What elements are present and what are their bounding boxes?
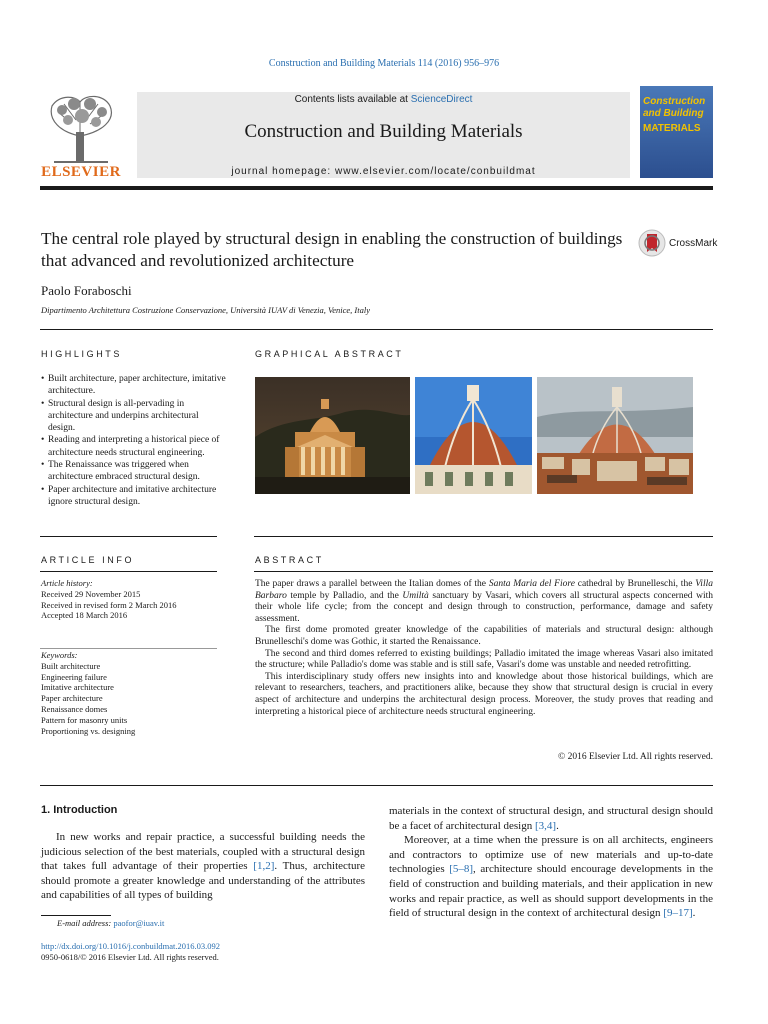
article-history — [41, 578, 177, 621]
email-label: E-mail address: — [57, 918, 114, 928]
keyword-item: Engineering failure — [41, 671, 107, 682]
abstract-paragraph: The second and third domes referred to existing buildings; Palladio imitated the image whereas Vasari also imitated the structure; while Palladio's dome was stable and is still safe, Vasari's dome was unstable and needed retrofitting. — [255, 648, 713, 671]
journal-title: Construction and Building Materials — [244, 121, 523, 142]
body-text: . — [556, 819, 559, 832]
divider — [40, 329, 713, 330]
abstract-text: sanctuary by Vasari, which covers all structural aspects concerned with their whole life cycle; from the concept and design through to construction, performance, damage and safety assessment. — [255, 590, 714, 624]
villa-barbaro-photo[interactable] — [255, 377, 410, 494]
sciencedirect-link[interactable]: ScienceDirect — [410, 94, 473, 105]
author-affiliation: Dipartimento Architettura Costruzione Conservazione, Università IUAV di Venezia, Venice, Italy — [41, 305, 370, 315]
keywords-label: Keywords: — [41, 650, 78, 660]
umilta-sanctuary-photo[interactable] — [537, 377, 693, 494]
author-email — [57, 918, 164, 928]
citation-link[interactable]: [9–17] — [663, 907, 693, 920]
issn-line: 0950-0618/© 2016 Elsevier Ltd. All rights reserved. — [41, 952, 219, 962]
divider — [40, 648, 217, 649]
history-received: Received 29 November 2015 — [41, 588, 141, 599]
abstract-paragraph: This interdisciplinary study offers new insights into and knowledge about those historical buildings, which are relevant to researchers, teachers, and practitioners alike, because they show that structural design is crucial in every aspect of architecture and underpins the architectural design process. Moreover, the study proves that reading and interpreting a historical piece of architecture needs structural engineering. — [255, 671, 713, 717]
journal-citation[interactable]: Construction and Building Materials 114 (2016) 956–976 — [268, 58, 500, 69]
divider — [254, 536, 713, 537]
abstract-text: The paper draws a parallel between the Italian domes of the — [255, 579, 489, 589]
highlights-list — [41, 373, 226, 508]
contents-line — [137, 94, 630, 105]
abstract-paragraph: The first dome promoted greater knowledge of the capabilities of materials and structural design: although Brunelleschi's dome was Gothic, it started the Renaissance. — [255, 625, 713, 647]
body-text: . Thus, architecture should promote a greater knowledge and understanding of the attributes and capabilities of all types of building — [41, 860, 365, 902]
abstract-text: temple by Palladio, and the — [286, 590, 403, 601]
history-revised: Received in revised form 2 March 2016 — [41, 599, 177, 610]
body-text: , architecture should encourage developments in the field of construction and building materials, and their application in new works and repair practice, as well as should support developments in the field of structural design in the context of architectural design — [389, 863, 713, 920]
section-heading-introduction: 1. Introduction — [41, 804, 118, 816]
keywords — [41, 650, 135, 736]
body-paragraph — [41, 830, 365, 903]
abstract-paragraph — [255, 579, 713, 625]
cover-subtitle: MATERIALS — [643, 123, 701, 134]
body-text: Moreover, at a time when the pressure is on all architects, engineers and contractors to optimize use of new materials and up-to-date technologies — [389, 834, 713, 876]
divider — [254, 571, 713, 572]
body-text: In new works and repair practice, a successful building needs the judicious selection of the best materials, coupled with a structural design that takes full advantage of their properties — [41, 831, 365, 873]
footnote-rule — [41, 915, 111, 916]
citation-link[interactable]: [3,4] — [534, 819, 557, 832]
keyword-item: Proportioning vs. designing — [41, 725, 136, 736]
keyword-item: Renaissance domes — [41, 703, 108, 714]
abstract-body — [255, 579, 713, 718]
abstract-text: Umiltà — [402, 590, 429, 601]
abstract-text: Villa Barbaro — [255, 579, 713, 601]
keyword-item: Pattern for masonry units — [41, 714, 128, 725]
doi-link[interactable]: http://dx.doi.org/10.1016/j.conbuildmat.2016.03.092 — [41, 941, 221, 951]
author-name: Paolo Foraboschi — [41, 283, 132, 298]
history-accepted: Accepted 18 March 2016 — [41, 610, 128, 621]
abstract-text: Santa Maria del Fiore — [488, 579, 575, 589]
body-column-right — [389, 804, 713, 921]
keyword-item: Built architecture — [41, 660, 101, 671]
highlight-item: • Built architecture, paper architecture, imitative architecture. — [41, 373, 226, 398]
contents-prefix: Contents lists available at — [294, 94, 411, 105]
abstract-copyright: © 2016 Elsevier Ltd. All rights reserved. — [558, 752, 713, 762]
keyword-item: Imitative architecture — [41, 682, 114, 693]
abstract-heading: ABSTRACT — [255, 555, 324, 565]
body-text: materials in the context of structural design, and structural design should be a facet of architectural design — [389, 805, 713, 832]
citation-link[interactable]: [1,2] — [253, 860, 275, 873]
elsevier-wordmark[interactable]: ELSEVIER — [41, 164, 121, 180]
highlight-item: • Reading and interpreting a historical piece of architecture needs structural engineering. — [41, 434, 226, 459]
highlight-item: • Structural design is all-pervading in architecture and underpins architectural design. — [41, 398, 226, 435]
divider — [40, 571, 217, 572]
body-paragraph — [389, 833, 713, 921]
cover-title: Construction and Building — [643, 96, 706, 119]
citation-link[interactable]: [5–8] — [449, 863, 474, 876]
crossmark-label[interactable]: CrossMark — [669, 238, 718, 249]
abstract-text: cathedral by Brunelleschi, the — [574, 579, 696, 589]
body-paragraph — [389, 804, 713, 833]
highlight-item: • The Renaissance was triggered when architecture embraced structural design. — [41, 459, 226, 484]
keyword-item: Paper architecture — [41, 693, 103, 704]
email-link[interactable]: paofor@iuav.it — [113, 918, 165, 928]
header-rule — [40, 186, 713, 190]
crossmark-icon[interactable] — [638, 229, 666, 257]
divider — [40, 536, 217, 537]
divider — [40, 785, 713, 786]
article-title: The central role played by structural design in enabling the construction of buildings that advanced and revolutionized architecture — [41, 229, 623, 270]
body-text: . — [692, 907, 696, 920]
journal-homepage[interactable]: journal homepage: www.elsevier.com/locate/conbuildmat — [231, 166, 536, 177]
graphical-abstract-heading: GRAPHICAL ABSTRACT — [255, 349, 404, 359]
history-label: Article history: — [41, 578, 93, 588]
body-column-left — [41, 830, 365, 903]
article-info-heading: ARTICLE INFO — [41, 555, 135, 565]
highlights-heading: HIGHLIGHTS — [41, 349, 123, 359]
highlight-item: • Paper architecture and imitative architecture ignore structural design. — [41, 484, 226, 509]
santa-maria-del-fiore-photo[interactable] — [415, 377, 532, 494]
